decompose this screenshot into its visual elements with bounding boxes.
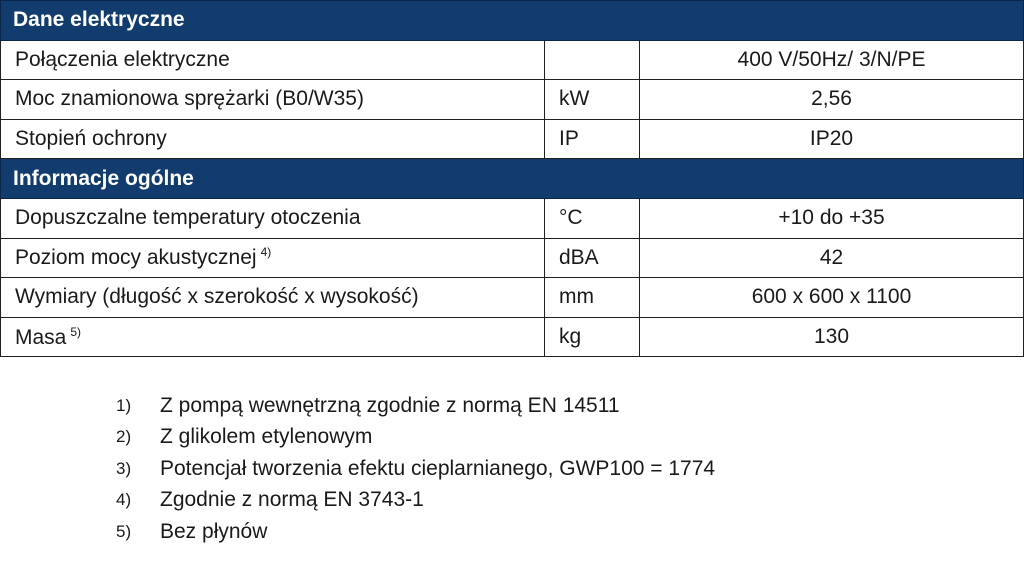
row-value: 130 — [640, 317, 1024, 357]
footnote-number: 4) — [116, 490, 132, 510]
row-value: 42 — [640, 238, 1024, 278]
table-row — [1, 40, 1024, 80]
row-label: Dopuszczalne temperatury otoczenia — [1, 198, 545, 238]
row-label: Moc znamionowa sprężarki (B0/W35) — [1, 80, 545, 120]
footnote-item — [116, 422, 715, 454]
row-unit — [545, 40, 640, 80]
row-value: 2,56 — [640, 80, 1024, 120]
footnote-ref: 4) — [260, 245, 272, 260]
footnote-text: Bez płynów — [160, 519, 268, 543]
table-row — [1, 80, 1024, 120]
row-unit: kW — [545, 80, 640, 120]
footnote-number: 5) — [116, 521, 132, 541]
row-label: Poziom mocy akustycznej $^{4)}$ — [1, 238, 545, 278]
section-header-electrical — [1, 1, 1024, 41]
table-row — [1, 317, 1024, 357]
table-row — [1, 278, 1024, 318]
row-label: Wymiary (długość x szerokość x wysokość) — [1, 278, 545, 318]
footnote-text: Potencjał tworzenia efektu cieplarnianego, GWP100 = 1774 — [160, 456, 716, 480]
row-value: +10 do +35 — [640, 198, 1024, 238]
row-label: Połączenia elektryczne — [1, 40, 545, 80]
table-row — [1, 198, 1024, 238]
row-unit: mm — [545, 278, 640, 318]
footnote-text: Zgodnie z normą EN 3743-1 — [160, 488, 424, 512]
row-unit: dBA — [545, 238, 640, 278]
footnote-ref: 5) — [70, 324, 82, 339]
section-header-general — [1, 159, 1024, 199]
footnote-text: Z glikolem etylenowym — [160, 425, 373, 449]
footnote-number: 2) — [116, 427, 132, 447]
row-label: Masa $^{5)}$ — [1, 317, 545, 357]
footnote-item — [116, 516, 715, 548]
row-value: 600 x 600 x 1100 — [640, 278, 1024, 318]
table-row — [1, 238, 1024, 278]
section-title: Dane elektryczne — [1, 1, 1024, 41]
row-label: Stopień ochrony — [1, 119, 545, 159]
row-value: 400 V/50Hz/ 3/N/PE — [640, 40, 1024, 80]
footnotes-list — [116, 390, 715, 548]
row-unit: kg — [545, 317, 640, 357]
footnote-number: 1) — [116, 395, 132, 415]
footnote-item — [116, 453, 715, 485]
table-row — [1, 119, 1024, 159]
footnote-item — [116, 390, 715, 422]
row-unit: IP — [545, 119, 640, 159]
footnote-text: Z pompą wewnętrzną zgodnie z normą EN 14511 — [160, 393, 620, 417]
row-unit: °C — [545, 198, 640, 238]
row-value: IP20 — [640, 119, 1024, 159]
section-title: Informacje ogólne — [1, 159, 1024, 199]
footnote-item — [116, 485, 715, 517]
footnote-number: 3) — [116, 458, 132, 478]
